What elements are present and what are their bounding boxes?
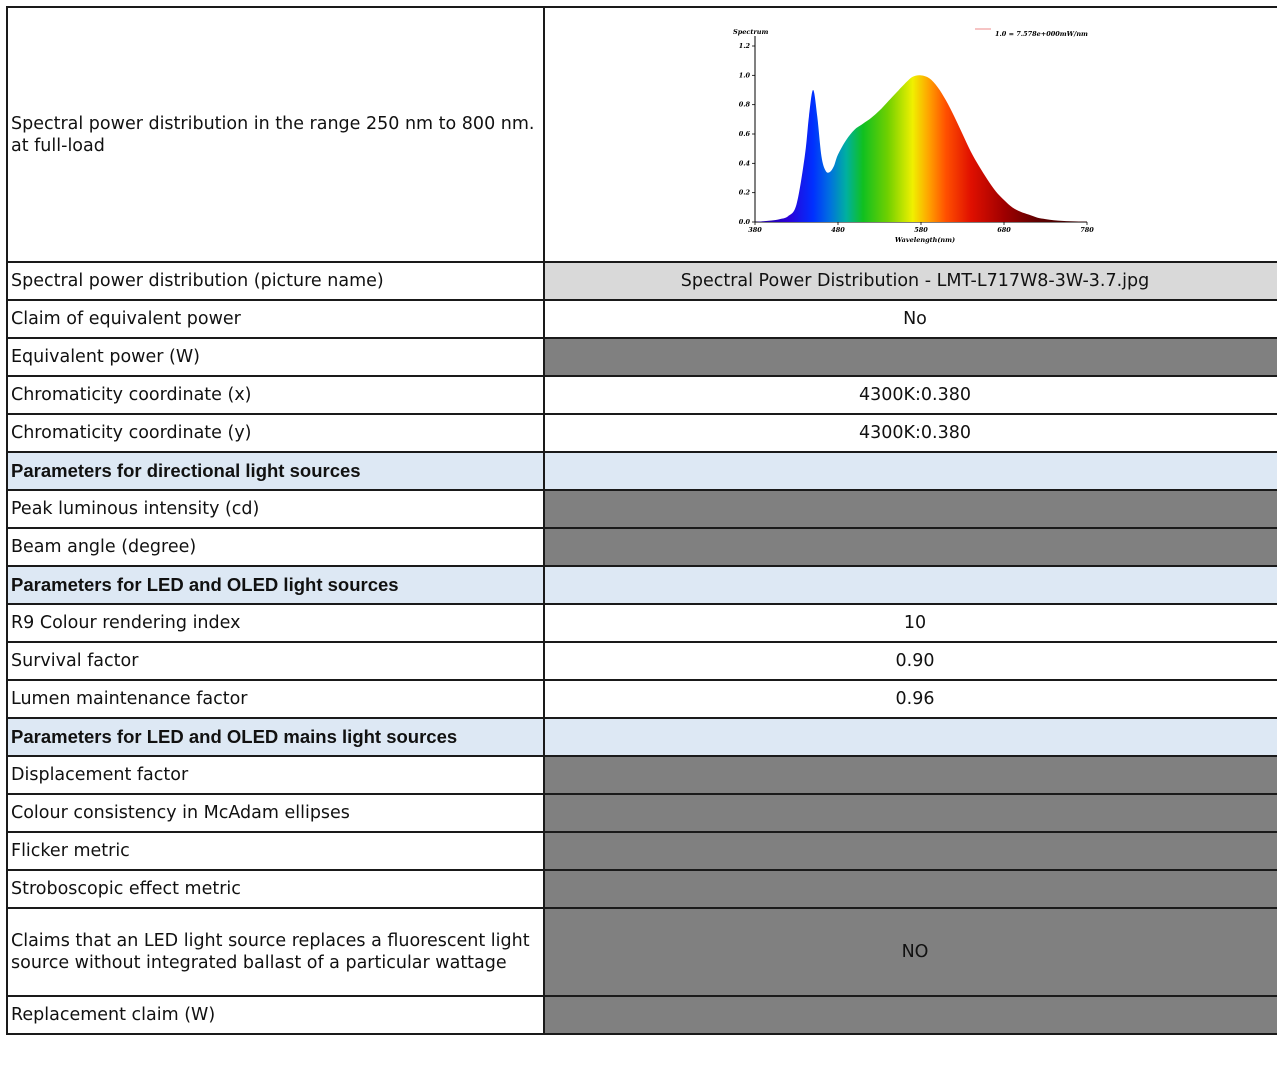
row-label: Survival factor: [7, 642, 544, 680]
section-heading: Parameters for LED and OLED light sources: [7, 566, 544, 604]
table-row: [7, 262, 1277, 300]
table-row: [7, 338, 1277, 376]
x-tick-label: 380: [748, 225, 762, 234]
row-value: [544, 794, 1277, 832]
row-value: [544, 756, 1277, 794]
spectrum-cell: [544, 7, 1277, 262]
row-label: Spectral power distribution (picture name): [7, 262, 544, 300]
row-value: 4300K:0.380: [544, 414, 1277, 452]
x-tick-label: 580: [914, 225, 928, 234]
spec-table: [6, 6, 1277, 1035]
table-row: [7, 642, 1277, 680]
row-value: 0.96: [544, 680, 1277, 718]
row-value: 10: [544, 604, 1277, 642]
table-row: [7, 756, 1277, 794]
section-row: [7, 452, 1277, 490]
row-label: Peak luminous intensity (cd): [7, 490, 544, 528]
y-tick-label: 0.2: [738, 188, 750, 197]
table-row: [7, 490, 1277, 528]
table-row: [7, 604, 1277, 642]
row-label: Displacement factor: [7, 756, 544, 794]
y-tick-label: 1.0: [738, 70, 750, 79]
row-label: Claims that an LED light source replaces a fluorescent light source without integrated ballast of a particular wattage: [7, 908, 544, 996]
row-label: Flicker metric: [7, 832, 544, 870]
row-label: R9 Colour rendering index: [7, 604, 544, 642]
x-tick-label: 480: [831, 225, 845, 234]
table-row: [7, 996, 1277, 1034]
row-label: Chromaticity coordinate (y): [7, 414, 544, 452]
table-row: [7, 376, 1277, 414]
table-row: [7, 794, 1277, 832]
table-row: [7, 832, 1277, 870]
section-row: [7, 718, 1277, 756]
section-row: [7, 566, 1277, 604]
table-row: [7, 7, 1277, 262]
table-row: [7, 680, 1277, 718]
row-value: [544, 996, 1277, 1034]
section-heading: Parameters for directional light sources: [7, 452, 544, 490]
y-tick-label: 0.8: [738, 100, 750, 109]
row-label: Equivalent power (W): [7, 338, 544, 376]
row-label: Lumen maintenance factor: [7, 680, 544, 718]
row-value: [544, 566, 1277, 604]
y-tick-label: 0.6: [738, 129, 750, 138]
row-value: 0.90: [544, 642, 1277, 680]
section-heading: Parameters for LED and OLED mains light sources: [7, 718, 544, 756]
y-tick-label: 1.2: [738, 41, 750, 50]
row-label: Spectral power distribution in the range 250 nm to 800 nm. at full-load: [7, 7, 544, 262]
row-label: Replacement claim (W): [7, 996, 544, 1034]
row-label: Chromaticity coordinate (x): [7, 376, 544, 414]
table-row: [7, 528, 1277, 566]
row-value: [544, 870, 1277, 908]
table-row: [7, 908, 1277, 996]
x-axis-label: Wavelength(nm): [894, 235, 956, 244]
row-label: Colour consistency in McAdam ellipses: [7, 794, 544, 832]
row-value: [544, 490, 1277, 528]
x-tick-label: 780: [1080, 225, 1094, 234]
row-value: [544, 832, 1277, 870]
row-label: Stroboscopic effect metric: [7, 870, 544, 908]
row-value: Spectral Power Distribution - LMT-L717W8-3W-3.7.jpg: [544, 262, 1277, 300]
table-row: [7, 300, 1277, 338]
row-value: [544, 338, 1277, 376]
y-tick-label: 0.0: [738, 217, 750, 226]
row-value: NO: [544, 908, 1277, 996]
row-value: [544, 452, 1277, 490]
spectrum-area: [755, 75, 1087, 222]
row-label: Beam angle (degree): [7, 528, 544, 566]
table-row: [7, 870, 1277, 908]
row-value: [544, 718, 1277, 756]
chart-legend: 1.0 = 7.578e+000mW/nm: [995, 29, 1088, 38]
row-value: [544, 528, 1277, 566]
chart-title: Spectrum: [733, 27, 769, 36]
x-tick-label: 680: [997, 225, 1011, 234]
row-value: No: [544, 300, 1277, 338]
row-label: Claim of equivalent power: [7, 300, 544, 338]
spectrum-chart: [725, 24, 1105, 246]
y-tick-label: 0.4: [738, 158, 750, 167]
table-row: [7, 414, 1277, 452]
row-value: 4300K:0.380: [544, 376, 1277, 414]
